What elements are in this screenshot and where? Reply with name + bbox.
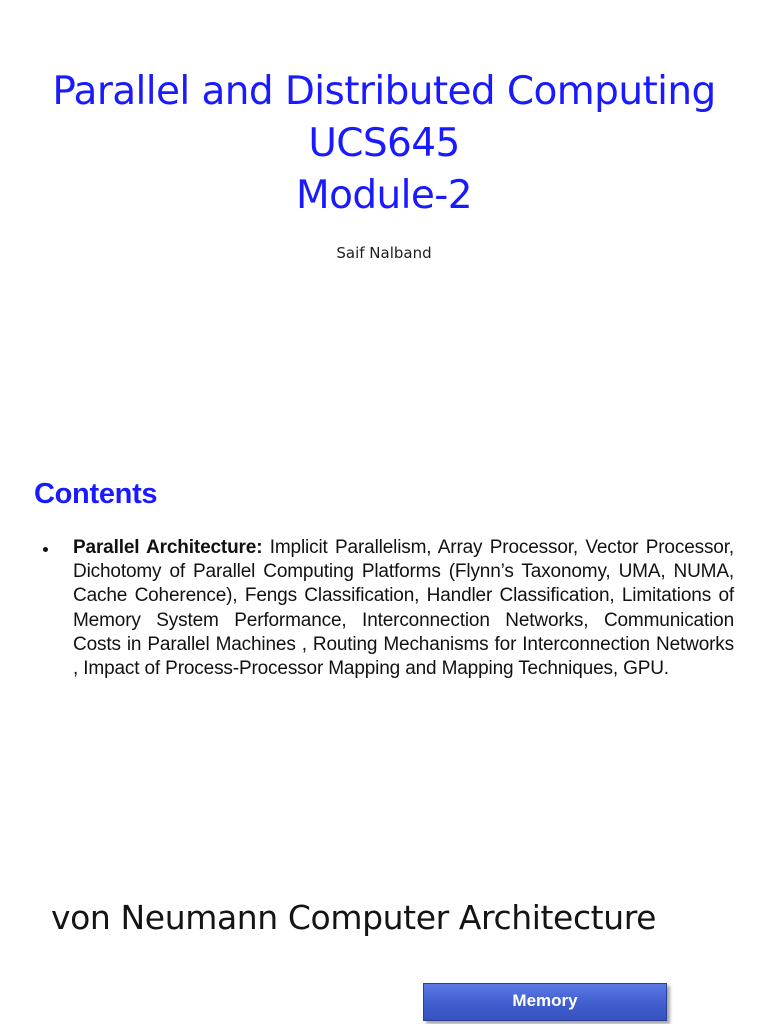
bullet-icon	[43, 547, 48, 552]
contents-slide	[0, 460, 768, 860]
contents-heading: Contents	[34, 478, 158, 510]
author-name: Saif Nalband	[336, 244, 432, 262]
title-line-code: UCS645	[308, 121, 460, 166]
contents-list-item	[30, 536, 734, 681]
contents-list	[30, 536, 734, 681]
von-neumann-title: von Neumann Computer Architecture	[51, 898, 657, 937]
title-line-module: Module-2	[296, 173, 472, 218]
memory-label: Memory	[512, 991, 578, 1010]
slide-title	[0, 66, 768, 222]
title-slide	[0, 0, 768, 440]
title-line-course: Parallel and Distributed Computing	[52, 69, 716, 114]
contents-item-text: Implicit Parallelism, Array Processor, Vector Processor, Dichotomy of Parallel Computing Platforms (Flynn’s Taxonomy, UMA, NUMA, Cache Coherence), Fengs Classification, Handler Classification, Limitations of Memory System Performance, Interconnection Networks, Communication Costs in Parallel Machines , Routing Mechanisms for Interconnection Networks , Impact of Process-Processor Mapping and Mapping Techniques, GPU.	[73, 537, 734, 680]
von-neumann-slide	[0, 880, 768, 1024]
memory-block	[423, 983, 667, 1021]
contents-item-label: Parallel Architecture:	[73, 537, 263, 558]
